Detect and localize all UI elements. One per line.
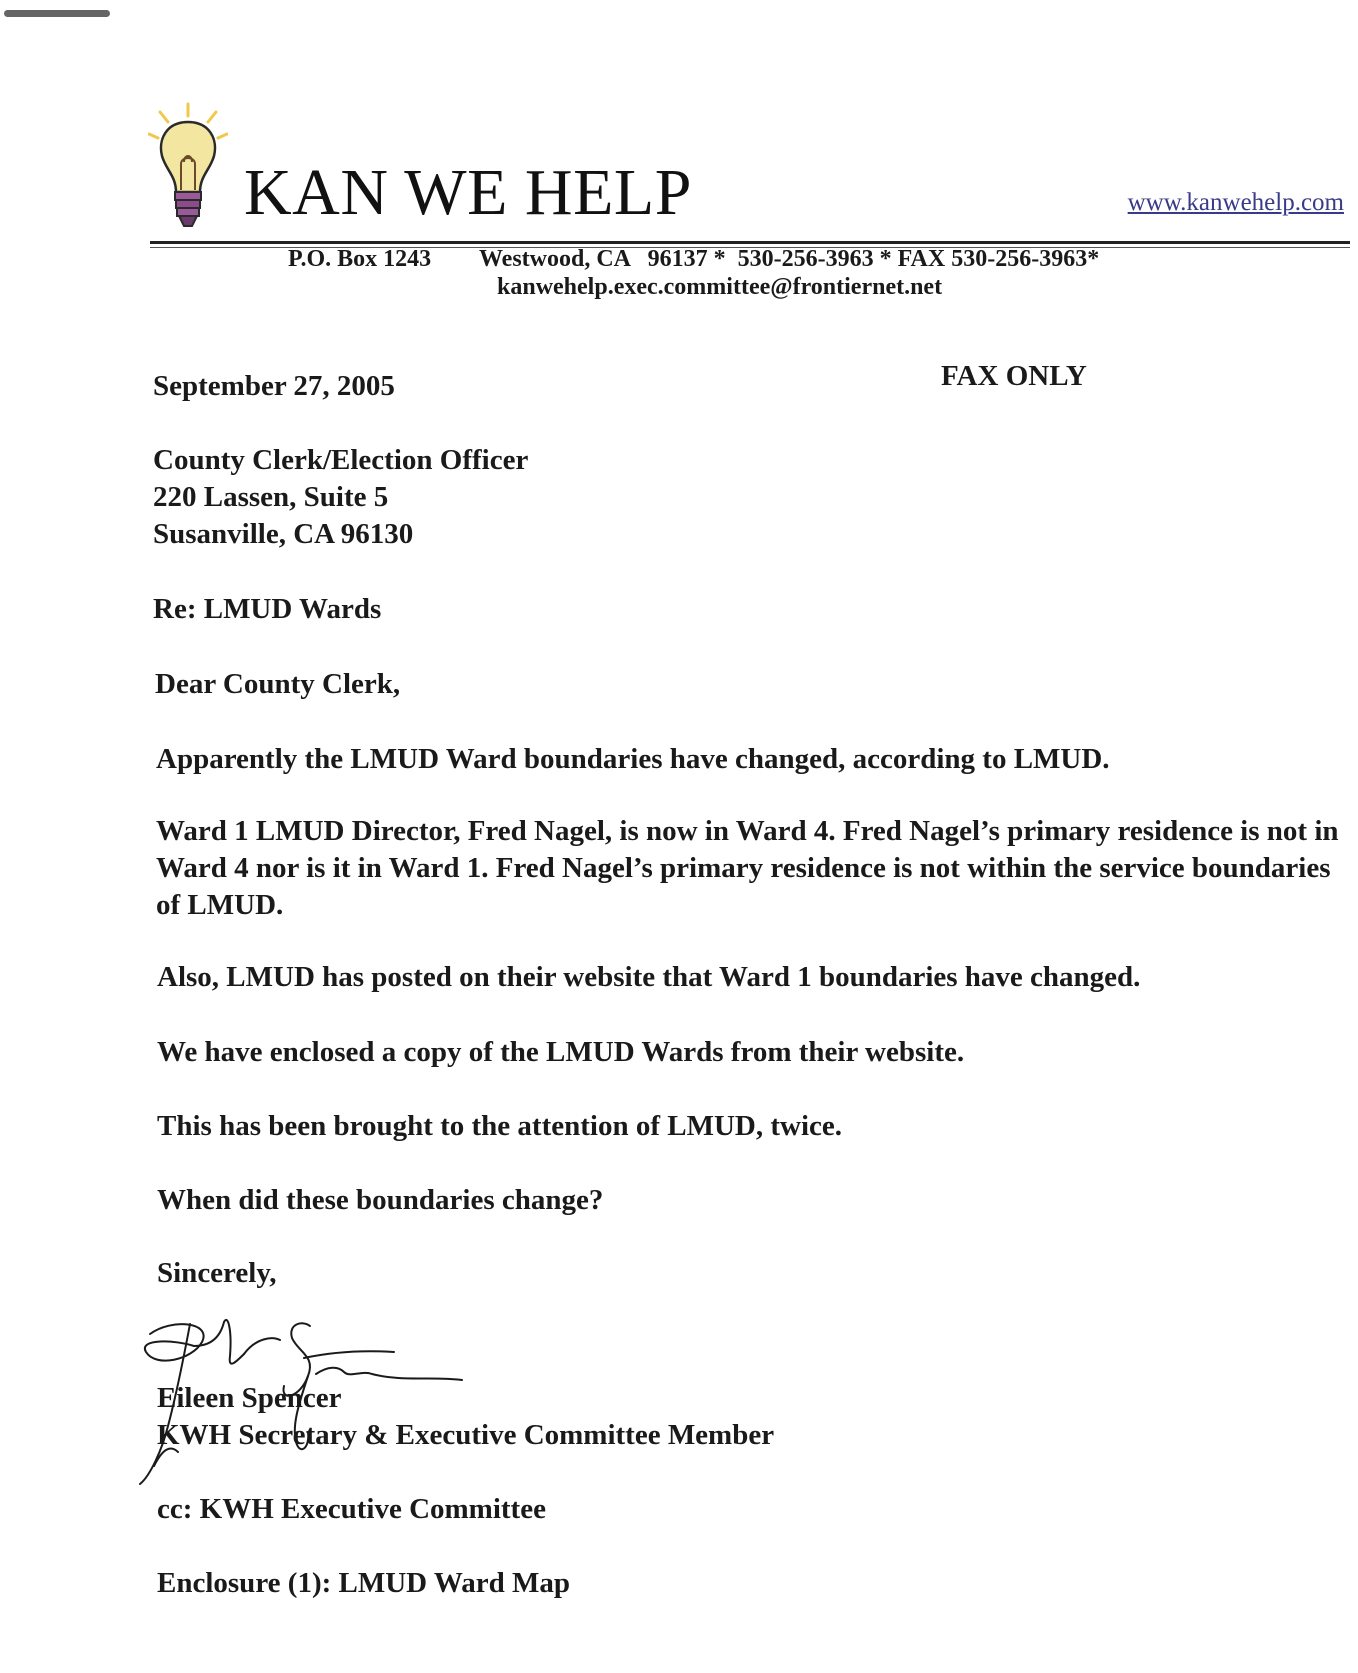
delivery-note: FAX ONLY: [941, 360, 1087, 392]
salutation: Dear County Clerk,: [155, 668, 401, 700]
cc-line: cc: KWH Executive Committee: [157, 1493, 546, 1525]
letterhead-rule: [150, 241, 1350, 244]
website-link[interactable]: www.kanwehelp.com: [1127, 189, 1344, 216]
organization-name: KAN WE HELP: [244, 156, 692, 229]
lightbulb-icon: [148, 102, 228, 234]
scan-artifact: [4, 10, 110, 17]
recipient-line-1: County Clerk/Election Officer: [153, 444, 529, 476]
signer-title: KWH Secretary & Executive Committee Member: [157, 1419, 775, 1451]
body-paragraph-6: When did these boundaries change?: [157, 1184, 604, 1216]
body-paragraph-1: Apparently the LMUD Ward boundaries have changed, according to LMUD.: [156, 743, 1110, 775]
subject-line: Re: LMUD Wards: [153, 593, 382, 625]
closing: Sincerely,: [157, 1257, 277, 1289]
email-address[interactable]: kanwehelp.exec.committee@frontiernet.net: [497, 274, 943, 300]
body-paragraph-3: Also, LMUD has posted on their website that Ward 1 boundaries have changed.: [157, 961, 1141, 993]
recipient-line-2: 220 Lassen, Suite 5: [153, 481, 389, 513]
body-paragraph-5: This has been brought to the attention of LMUD, twice.: [157, 1110, 842, 1142]
address-phone-fax: Westwood, CA 96137 * 530-256-3963 * FAX 530-256-3963*: [479, 246, 1100, 272]
body-paragraph-2: Ward 1 LMUD Director, Fred Nagel, is now in Ward 4. Fred Nagel’s primary residence is not in Ward 4 nor is it in Ward 1. Fred Nagel’s primary residence is not within the service boundaries of LMUD.: [156, 815, 1339, 921]
signer-name: Eileen Spencer: [157, 1382, 342, 1414]
recipient-line-3: Susanville, CA 96130: [153, 518, 414, 550]
enclosure-line: Enclosure (1): LMUD Ward Map: [157, 1567, 570, 1599]
body-paragraph-4: We have enclosed a copy of the LMUD Wards from their website.: [157, 1036, 965, 1068]
letter-date: September 27, 2005: [153, 370, 395, 402]
po-box: P.O. Box 1243: [288, 246, 432, 272]
